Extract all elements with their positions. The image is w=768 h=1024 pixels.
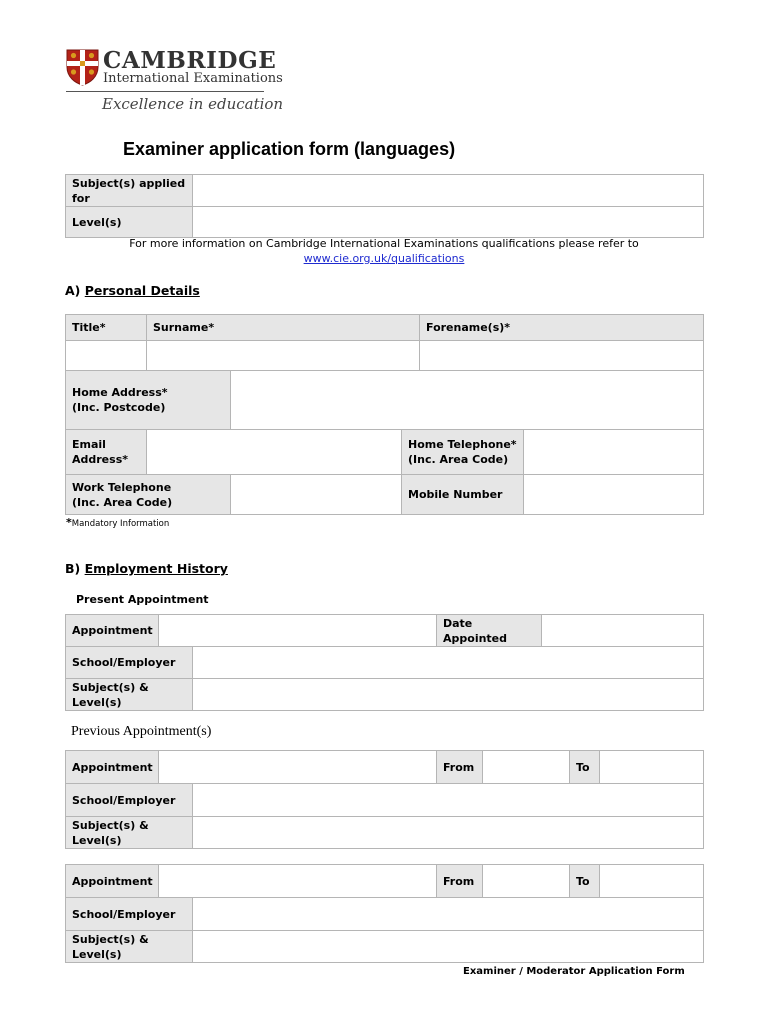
level-field[interactable] [193, 207, 704, 238]
previous-appointment-1-bottom-table [65, 783, 704, 849]
previous-2-to-label: To [570, 865, 600, 898]
tagline: Excellence in education [102, 95, 284, 113]
section-b-title: Employment History [84, 561, 228, 576]
org-name: CAMBRIDGE [103, 47, 277, 74]
form-title: Examiner application form (languages) [123, 139, 456, 159]
mandatory-footnote [66, 516, 169, 529]
home-address-label [66, 371, 231, 430]
previous-2-appointment-label: Appointment [66, 865, 159, 898]
home-address-label-text: Home Address* [72, 386, 168, 399]
mobile-label: Mobile Number [402, 475, 524, 515]
present-subjects-field[interactable] [193, 679, 704, 711]
previous-2-school-label: School/Employer [66, 898, 193, 931]
previous-1-subjects-field[interactable] [193, 817, 704, 849]
section-a-title: Personal Details [84, 283, 200, 298]
previous-2-subjects-label: Subject(s) & Level(s) [66, 931, 193, 963]
section-b-heading [65, 561, 228, 576]
previous-2-school-field[interactable] [193, 898, 704, 931]
email-label-text-2: Address* [72, 453, 128, 466]
section-a-letter: A) [65, 283, 81, 298]
previous-2-from-label: From [437, 865, 483, 898]
info-text: For more information on Cambridge International Examinations qualifications please refer to [129, 237, 639, 250]
home-address-field[interactable] [231, 371, 704, 430]
previous-appointment-2-bottom-table [65, 897, 704, 963]
footnote-text: Mandatory Information [71, 519, 170, 529]
present-subjects-label: Subject(s) & Level(s) [66, 679, 193, 711]
previous-1-from-label: From [437, 751, 483, 784]
present-appointment-field[interactable] [159, 615, 437, 647]
previous-1-to-label: To [570, 751, 600, 784]
phone-table [65, 474, 704, 515]
present-appointment-bottom-table [65, 646, 704, 711]
section-a-heading [65, 283, 200, 298]
previous-1-subjects-label: Subject(s) & Level(s) [66, 817, 193, 849]
email-label [66, 430, 147, 475]
email-label-text: Email [72, 438, 106, 451]
previous-2-subjects-field[interactable] [193, 931, 704, 963]
present-appointment-heading: Present Appointment [76, 593, 209, 606]
home-telephone-label [402, 430, 524, 475]
work-telephone-note: (Inc. Area Code) [72, 495, 173, 509]
cambridge-crest-icon [66, 49, 99, 86]
present-school-field[interactable] [193, 647, 704, 679]
previous-2-appointment-field[interactable] [159, 865, 437, 898]
footnote-star: * [66, 516, 72, 529]
previous-1-school-field[interactable] [193, 784, 704, 817]
home-telephone-label-text: Home Telephone* [408, 438, 517, 451]
contact-table [65, 429, 704, 475]
home-telephone-note: (Inc. Area Code) [408, 453, 509, 466]
previous-1-to-field[interactable] [600, 751, 704, 784]
previous-2-from-field[interactable] [483, 865, 570, 898]
personal-details-name-table [65, 314, 704, 372]
previous-appointment-2-top-table [65, 864, 704, 898]
org-subtitle: International Examinations [103, 71, 283, 86]
logo-divider [66, 91, 264, 92]
subject-table [65, 174, 704, 238]
title-field[interactable] [66, 341, 147, 372]
previous-1-from-field[interactable] [483, 751, 570, 784]
level-label: Level(s) [66, 207, 193, 238]
title-label: Title* [66, 315, 147, 341]
work-telephone-label-text: Work Telephone [72, 480, 172, 494]
previous-1-appointment-label: Appointment [66, 751, 159, 784]
surname-label: Surname* [147, 315, 420, 341]
mobile-field[interactable] [524, 475, 704, 515]
previous-1-school-label: School/Employer [66, 784, 193, 817]
previous-1-appointment-field[interactable] [159, 751, 437, 784]
home-address-table [65, 370, 704, 430]
date-appointed-field[interactable] [542, 615, 704, 647]
home-telephone-field[interactable] [524, 430, 704, 475]
work-telephone-label [66, 475, 231, 515]
present-appointment-top-table [65, 614, 704, 647]
section-b-letter: B) [65, 561, 81, 576]
previous-2-to-field[interactable] [600, 865, 704, 898]
surname-field[interactable] [147, 341, 420, 372]
date-appointed-label: Date Appointed [437, 615, 542, 647]
page-footer: Examiner / Moderator Application Form [463, 966, 685, 977]
email-field[interactable] [147, 430, 402, 475]
forename-field[interactable] [420, 341, 704, 372]
present-appointment-label: Appointment [66, 615, 159, 647]
qualifications-link[interactable]: www.cie.org.uk/qualifications [303, 252, 465, 265]
home-address-note: (Inc. Postcode) [72, 401, 166, 414]
subject-label: Subject(s) applied for [66, 175, 193, 207]
previous-appointment-1-top-table [65, 750, 704, 784]
work-telephone-field[interactable] [231, 475, 402, 515]
forename-label: Forename(s)* [420, 315, 704, 341]
previous-appointments-heading: Previous Appointment(s) [71, 724, 212, 739]
present-school-label: School/Employer [66, 647, 193, 679]
subject-field[interactable] [193, 175, 704, 207]
